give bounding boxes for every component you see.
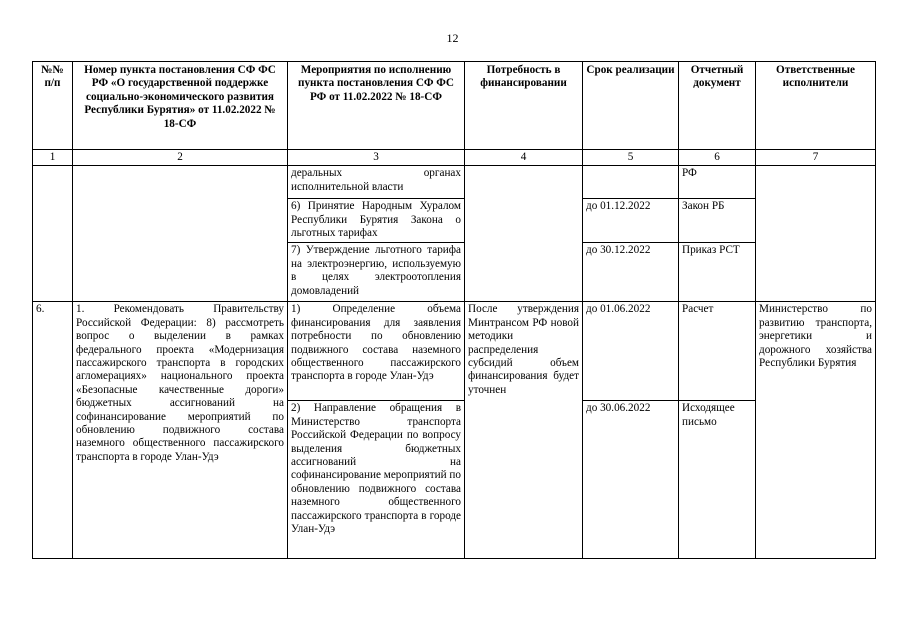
point-cell-empty xyxy=(73,166,288,302)
table-header-row xyxy=(33,62,876,150)
column-number: 1 xyxy=(33,150,73,166)
measure-cell: 6) Принятие Народным Хуралом Республики Бурятия Закона о льготных тарифах xyxy=(288,199,465,243)
column-number: 5 xyxy=(583,150,679,166)
document-cell: Закон РБ xyxy=(679,199,756,243)
deadline-cell: до 01.12.2022 xyxy=(583,199,679,243)
header-measures: Мероприятия по исполнению пункта постановления СФ ФС РФ от 11.02.2022 № 18-СФ xyxy=(288,62,465,150)
table-row xyxy=(33,166,876,199)
header-deadline: Срок реализации xyxy=(583,62,679,150)
page-number: 12 xyxy=(446,31,459,45)
column-number: 4 xyxy=(465,150,583,166)
document-cell: Приказ РСТ xyxy=(679,243,756,302)
document-cell: РФ xyxy=(679,166,756,199)
column-number-row xyxy=(33,150,876,166)
deadline-cell xyxy=(583,166,679,199)
column-number: 7 xyxy=(756,150,876,166)
deadline-cell: до 01.06.2022 xyxy=(583,302,679,401)
point-cell: 1. Рекомендовать Правительству Российской Федерации: 8) рассмотреть вопрос о выделении в рамках федерального проекта «Модернизация пассажирского транспорта в городских агломерациях» национального проекта «Безопасные качественные дороги» бюджетных ассигнований на софинансирование мероприятий по обновлению подвижного состава наземного общественного пассажирского транспорта в городе Улан-Удэ xyxy=(73,302,288,559)
column-number: 6 xyxy=(679,150,756,166)
header-num: №№ п/п xyxy=(33,62,73,150)
num-cell-empty xyxy=(33,166,73,302)
measure-cell: деральных органах исполнительной власти xyxy=(288,166,465,199)
header-document: Отчетный документ xyxy=(679,62,756,150)
column-number: 2 xyxy=(73,150,288,166)
header-point: Номер пункта постановления СФ ФС РФ «О государственной поддержке социально-экономического развития Республики Бурятия» от 11.02.2022 № 18-СФ xyxy=(73,62,288,150)
measures-table xyxy=(32,61,876,559)
measure-cell: 7) Утверждение льготного тарифа на электроэнергию, используемую в целях электроотопления домовладений xyxy=(288,243,465,302)
measure-cell: 2) Направление обращения в Министерство транспорта Российской Федерации по вопросу выделения бюджетных ассигнований на софинансирование мероприятий по обновлению подвижного состава наземного общественного пассажирского транспорта в городе Улан-Удэ xyxy=(288,401,465,559)
funding-cell: После утверждения Минтрансом РФ новой методики распределения субсидий объем финансирования будет уточнен xyxy=(465,302,583,401)
header-responsible: Ответственные исполнители xyxy=(756,62,876,150)
deadline-cell: до 30.06.2022 xyxy=(583,401,679,559)
responsible-cell: Министерство по развитию транспорта, энергетики и дорожного хозяйства Республики Бурятия xyxy=(756,302,876,401)
deadline-cell: до 30.12.2022 xyxy=(583,243,679,302)
responsible-cell-cont xyxy=(756,401,876,559)
funding-cell-empty xyxy=(465,166,583,302)
item-number: 6. xyxy=(33,302,73,559)
document-cell: Расчет xyxy=(679,302,756,401)
measure-cell: 1) Определение объема финансирования для заявления потребности по обновлению подвижного состава наземного общественного пассажирского транспорта в городе Улан-Удэ xyxy=(288,302,465,401)
table-row xyxy=(33,302,876,401)
header-funding: Потребность в финансировании xyxy=(465,62,583,150)
column-number: 3 xyxy=(288,150,465,166)
responsible-cell-empty xyxy=(756,166,876,302)
funding-cell-cont xyxy=(465,401,583,559)
document-cell: Исходящее письмо xyxy=(679,401,756,559)
